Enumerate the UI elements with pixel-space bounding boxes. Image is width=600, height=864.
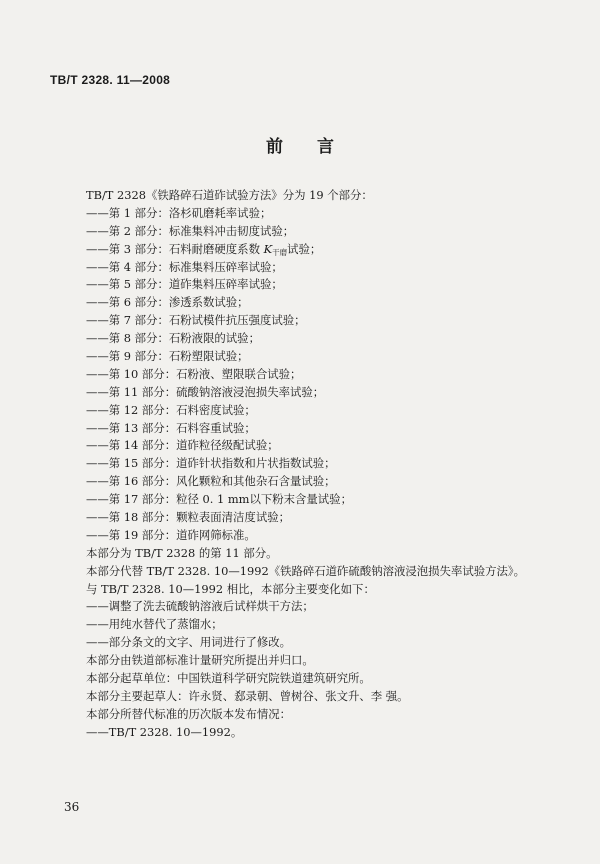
part-list-item: ——第 13 部分：石料容重试验；	[86, 420, 256, 435]
intro-line: TB/T 2328《铁路碎石道砟试验方法》分为 19 个部分：	[86, 188, 373, 202]
history-list-item: ——TB/T 2328. 10—1992。	[86, 724, 243, 739]
part3-prefix: ——第 3 部分：石料耐磨硬度系数	[86, 241, 264, 256]
paragraph-line: 与 TB/T 2328. 10—1992 相比，本部分主要变化如下：	[86, 581, 375, 596]
paragraph-line: 本部分起草单位：中国铁道科学研究院铁道建筑研究所。	[86, 671, 371, 686]
part-list-item: ——第 8 部分：石粉液限的试验；	[86, 331, 260, 346]
part-list-item: ——第 7 部分：石粉试模件抗压强度试验；	[86, 313, 306, 328]
part3-suffix: 试验；	[287, 241, 322, 256]
change-list-item: ——调整了洗去硫酸钠溶液后试样烘干方法；	[86, 599, 314, 614]
paragraph-line: 本部分主要起草人：许永贤、郄录朝、曾树谷、张文升、李 强。	[86, 688, 409, 703]
part-list-item: ——第 14 部分：道砟粒径级配试验；	[86, 438, 279, 453]
paragraph-line: 本部分代替 TB/T 2328. 10—1992《铁路碎石道砟硫酸钠溶液浸泡损失率试验方法》。	[86, 563, 525, 578]
standard-number: TB/T 2328. 11—2008	[50, 73, 171, 87]
part-list-item: ——第 2 部分：标准集料冲击韧度试验；	[86, 223, 295, 238]
part-list-item: ——第 12 部分：石料密度试验；	[86, 402, 256, 417]
part-list-item: ——第 17 部分：粒径 0. 1 mm以下粉末含量试验；	[86, 492, 352, 507]
page-number: 36	[64, 800, 80, 814]
paragraph-line: 本部分所替代标准的历次版本发布情况：	[86, 706, 292, 721]
part-list-item: ——第 4 部分：标准集料压碎率试验；	[86, 259, 283, 274]
part-list-item: ——第 16 部分：风化颗粒和其他杂石含量试验；	[86, 474, 336, 489]
part-list-item-3	[86, 241, 556, 259]
paragraph-line: 本部分由铁道部标准计量研究所提出并归口。	[86, 653, 314, 668]
part-list-item: ——第 18 部分：颗粒表面清洁度试验；	[86, 510, 290, 525]
foreword-body	[86, 187, 556, 742]
change-list-item: ——部分条文的文字、用词进行了修改。	[86, 635, 292, 650]
part-list-item: ——第 9 部分：石粉塑限试验；	[86, 349, 249, 364]
part-list-item: ——第 6 部分：渗透系数试验；	[86, 295, 249, 310]
part-list-item: ——第 19 部分：道砟网筛标准。	[86, 527, 256, 542]
part-list-item: ——第 5 部分：道砟集料压碎率试验；	[86, 277, 283, 292]
paragraph-line: 本部分为 TB/T 2328 的第 11 部分。	[86, 545, 278, 560]
part3-symbol: K	[263, 241, 273, 256]
part-list-item: ——第 10 部分：石粉液、塑限联合试验；	[86, 366, 302, 381]
page-title: 前 言	[266, 137, 348, 157]
part-list-item: ——第 11 部分：硫酸钠溶液浸泡损失率试验；	[86, 384, 325, 399]
part-list-item: ——第 15 部分：道砟针状指数和片状指数试验；	[86, 456, 336, 471]
part-list-item: ——第 1 部分：洛杉矶磨耗率试验；	[86, 205, 272, 220]
part3-subscript: 干磨	[272, 247, 288, 257]
change-list-item: ——用纯水替代了蒸馏水；	[86, 617, 223, 632]
